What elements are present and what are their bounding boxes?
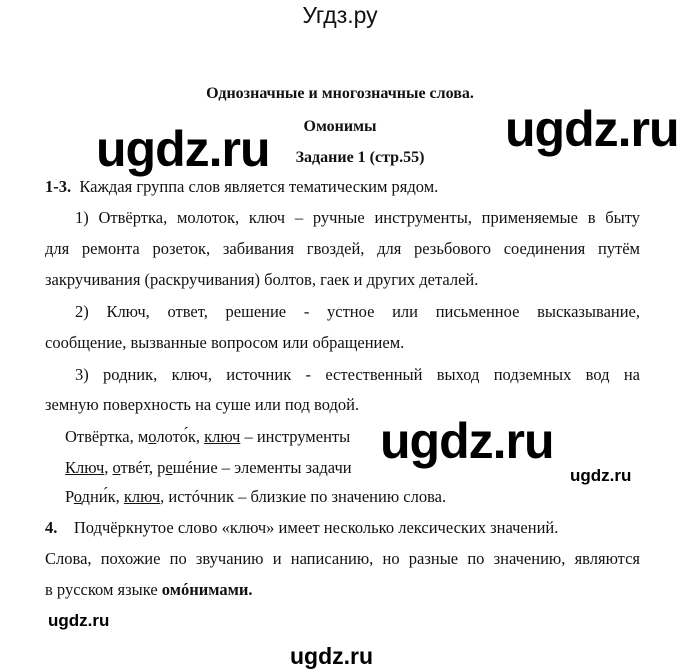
watermark: ugdz.ru bbox=[505, 101, 679, 157]
watermark: ugdz.ru bbox=[570, 466, 632, 485]
paragraph-4: 4. Подчёркнутое слово «ключ» имеет несколько лексических значений. bbox=[45, 518, 559, 537]
paragraph-text: Каждая группа слов является тематическим рядом. bbox=[79, 177, 439, 196]
watermark: ugdz.ru bbox=[96, 121, 270, 177]
watermark: ugdz.ru bbox=[48, 611, 110, 630]
row-task: Ключ, отвéт, решéние – элементы задачи bbox=[65, 458, 352, 477]
watermark-footer: ugdz.ru bbox=[290, 643, 374, 669]
group-1-line: для ремонта розеток, забивания гвоздей, для резьбового соединения путём bbox=[45, 239, 640, 258]
group-1-line: закручивания (раскручивания) болтов, гаек и других деталей. bbox=[45, 270, 479, 289]
task-heading: Задание 1 (стр.55) bbox=[295, 149, 425, 166]
section-title: Однозначные и многозначные слова. bbox=[206, 85, 474, 102]
group-3-line: 3) родник, ключ, источник - естественный выход подземных вод на bbox=[75, 365, 640, 384]
group-1-line: 1) Отвёртка, молоток, ключ – ручные инструменты, применяемые в быту bbox=[75, 208, 640, 227]
row-sources: Родни́к, ключ, истóчник – близкие по значению слова. bbox=[65, 487, 447, 506]
site-header[interactable]: Угдз.ру bbox=[302, 2, 378, 28]
paragraph-1-3 bbox=[45, 177, 438, 196]
paragraph-4-line: Слова, похожие по звучанию и написанию, но разные по значению, являются bbox=[45, 549, 640, 568]
paragraph-4-line: в русском языке омóнимами. bbox=[45, 580, 253, 599]
group-3-line: земную поверхность на суше или под водой. bbox=[45, 395, 360, 414]
bold-term: омóнимами. bbox=[161, 580, 253, 599]
watermark: ugdz.ru bbox=[380, 413, 554, 469]
section-subtitle: Омонимы bbox=[303, 118, 377, 135]
paragraph-number: 1-3. bbox=[45, 177, 72, 196]
group-2-line: сообщение, вызванные вопросом или обращением. bbox=[45, 333, 405, 352]
group-2-line: 2) Ключ, ответ, решение - устное или письменное высказывание, bbox=[75, 302, 640, 321]
row-tools: Отвёртка, молото́к, ключ – инструменты bbox=[65, 427, 351, 446]
paragraph-number: 4. bbox=[45, 518, 58, 537]
